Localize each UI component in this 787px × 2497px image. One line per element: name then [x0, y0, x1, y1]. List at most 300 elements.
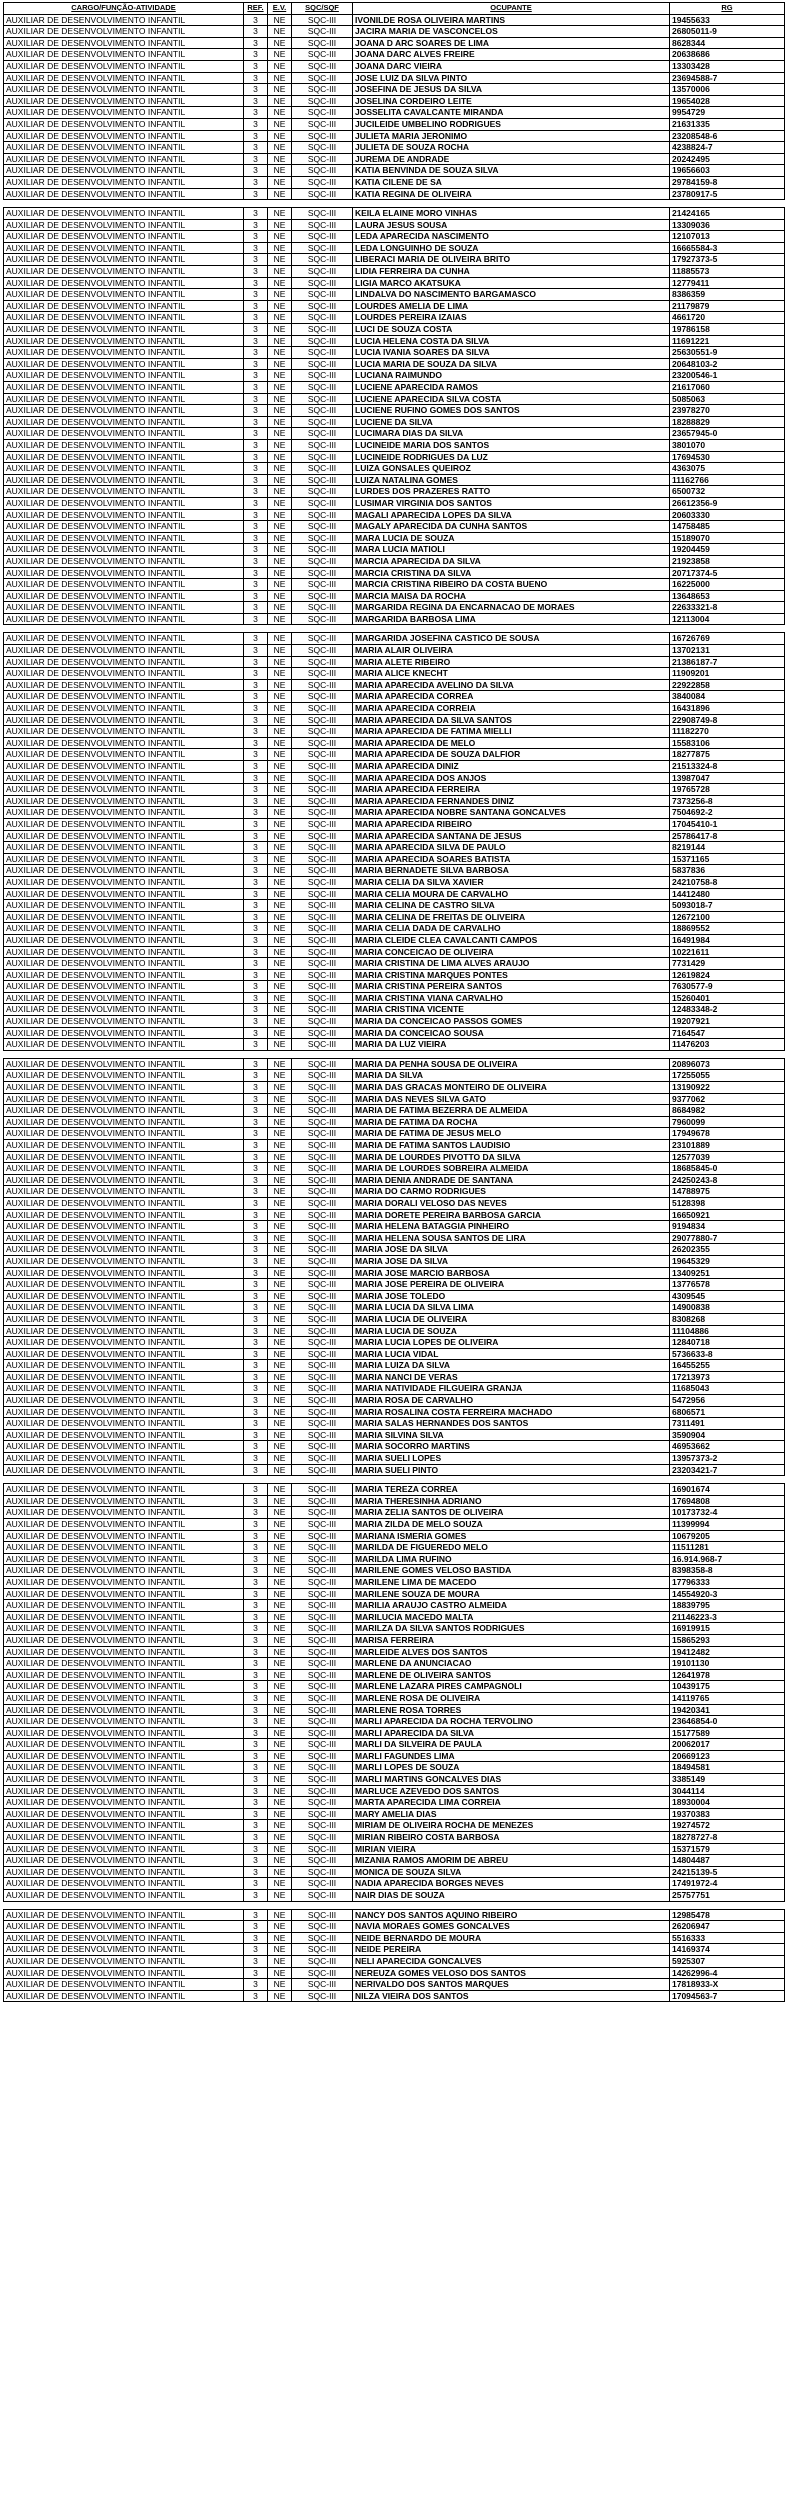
cargo-cell: AUXILIAR DE DESENVOLVIMENTO INFANTIL: [4, 656, 244, 668]
column-header-ev: E.V.: [268, 3, 292, 15]
ev-cell: NE: [268, 1658, 292, 1670]
table-row: [4, 1727, 785, 1739]
sqc-cell: SQC-III: [292, 911, 353, 923]
sqc-cell: SQC-III: [292, 142, 353, 154]
sqc-cell: SQC-III: [292, 1004, 353, 1016]
ref-cell: 3: [244, 1785, 268, 1797]
rg-cell: 20669123: [670, 1750, 785, 1762]
rg-cell: 19654028: [670, 95, 785, 107]
sqc-cell: SQC-III: [292, 784, 353, 796]
block-separator-cell: [4, 1901, 785, 1909]
sqc-cell: SQC-III: [292, 1843, 353, 1855]
ref-cell: 3: [244, 544, 268, 556]
ev-cell: NE: [268, 911, 292, 923]
cargo-cell: AUXILIAR DE DESENVOLVIMENTO INFANTIL: [4, 1832, 244, 1844]
table-row: [4, 842, 785, 854]
ref-cell: 3: [244, 1990, 268, 2002]
table-row: [4, 1955, 785, 1967]
table-row: [4, 219, 785, 231]
rg-cell: 16665584-3: [670, 242, 785, 254]
sqc-cell: SQC-III: [292, 1244, 353, 1256]
ev-cell: NE: [268, 668, 292, 680]
sqc-cell: SQC-III: [292, 300, 353, 312]
ocupante-cell: MARIA APARECIDA SILVA DE PAULO: [353, 842, 670, 854]
cargo-cell: AUXILIAR DE DESENVOLVIMENTO INFANTIL: [4, 865, 244, 877]
sqc-cell: SQC-III: [292, 1163, 353, 1175]
ev-cell: NE: [268, 1495, 292, 1507]
rg-cell: 8628344: [670, 37, 785, 49]
ocupante-cell: MARIA APARECIDA CORREA: [353, 691, 670, 703]
rg-cell: 13987047: [670, 772, 785, 784]
ref-cell: 3: [244, 679, 268, 691]
sqc-cell: SQC-III: [292, 969, 353, 981]
ref-cell: 3: [244, 219, 268, 231]
ocupante-cell: NAIR DIAS DE SOUZA: [353, 1890, 670, 1902]
ev-cell: NE: [268, 946, 292, 958]
cargo-cell: AUXILIAR DE DESENVOLVIMENTO INFANTIL: [4, 1070, 244, 1082]
sqc-cell: SQC-III: [292, 1785, 353, 1797]
sqc-cell: SQC-III: [292, 795, 353, 807]
ev-cell: NE: [268, 1600, 292, 1612]
sqc-cell: SQC-III: [292, 1232, 353, 1244]
ocupante-cell: MARIA DE LOURDES PIVOTTO DA SILVA: [353, 1151, 670, 1163]
ev-cell: NE: [268, 416, 292, 428]
rg-cell: 23694588-7: [670, 72, 785, 84]
table-row: [4, 242, 785, 254]
ref-cell: 3: [244, 242, 268, 254]
sqc-cell: SQC-III: [292, 830, 353, 842]
ref-cell: 3: [244, 1325, 268, 1337]
rg-cell: 26206947: [670, 1921, 785, 1933]
cargo-cell: AUXILIAR DE DESENVOLVIMENTO INFANTIL: [4, 176, 244, 188]
cargo-cell: AUXILIAR DE DESENVOLVIMENTO INFANTIL: [4, 1750, 244, 1762]
sqc-cell: SQC-III: [292, 726, 353, 738]
ev-cell: NE: [268, 1878, 292, 1890]
ref-cell: 3: [244, 818, 268, 830]
cargo-cell: AUXILIAR DE DESENVOLVIMENTO INFANTIL: [4, 219, 244, 231]
ev-cell: NE: [268, 532, 292, 544]
ref-cell: 3: [244, 266, 268, 278]
ev-cell: NE: [268, 1739, 292, 1751]
table-row: [4, 165, 785, 177]
sqc-cell: SQC-III: [292, 1692, 353, 1704]
rg-cell: 3385149: [670, 1774, 785, 1786]
rg-cell: 17045410-1: [670, 818, 785, 830]
rg-cell: 26202355: [670, 1244, 785, 1256]
ev-cell: NE: [268, 1588, 292, 1600]
table-row: [4, 1576, 785, 1588]
rg-cell: 23657945-0: [670, 428, 785, 440]
cargo-cell: AUXILIAR DE DESENVOLVIMENTO INFANTIL: [4, 84, 244, 96]
ev-cell: NE: [268, 1058, 292, 1070]
cargo-cell: AUXILIAR DE DESENVOLVIMENTO INFANTIL: [4, 231, 244, 243]
ref-cell: 3: [244, 1820, 268, 1832]
ev-cell: NE: [268, 1553, 292, 1565]
table-row: [4, 1890, 785, 1902]
cargo-cell: AUXILIAR DE DESENVOLVIMENTO INFANTIL: [4, 1383, 244, 1395]
ev-cell: NE: [268, 1244, 292, 1256]
ev-cell: NE: [268, 923, 292, 935]
sqc-cell: SQC-III: [292, 1553, 353, 1565]
ev-cell: NE: [268, 497, 292, 509]
ref-cell: 3: [244, 1128, 268, 1140]
sqc-cell: SQC-III: [292, 451, 353, 463]
ocupante-cell: MARA LUCIA DE SOUZA: [353, 532, 670, 544]
ref-cell: 3: [244, 463, 268, 475]
sqc-cell: SQC-III: [292, 1704, 353, 1716]
personnel-listing: [3, 2, 784, 2002]
sqc-cell: SQC-III: [292, 602, 353, 614]
sqc-cell: SQC-III: [292, 1495, 353, 1507]
rg-cell: 19420341: [670, 1704, 785, 1716]
ev-cell: NE: [268, 853, 292, 865]
sqc-cell: SQC-III: [292, 656, 353, 668]
cargo-cell: AUXILIAR DE DESENVOLVIMENTO INFANTIL: [4, 1082, 244, 1094]
rg-cell: 6500732: [670, 486, 785, 498]
ev-cell: NE: [268, 219, 292, 231]
sqc-cell: SQC-III: [292, 1383, 353, 1395]
ocupante-cell: MARIA ROSALINA COSTA FERREIRA MACHADO: [353, 1406, 670, 1418]
ocupante-cell: LOURDES PEREIRA IZAIAS: [353, 312, 670, 324]
table-row: [4, 14, 785, 26]
ref-cell: 3: [244, 1797, 268, 1809]
sqc-cell: SQC-III: [292, 1944, 353, 1956]
rg-cell: 20062017: [670, 1739, 785, 1751]
ocupante-cell: MARIA ROSA DE CARVALHO: [353, 1395, 670, 1407]
rg-cell: 7373256-8: [670, 795, 785, 807]
ocupante-cell: MARIA SUELI LOPES: [353, 1453, 670, 1465]
ev-cell: NE: [268, 969, 292, 981]
cargo-cell: AUXILIAR DE DESENVOLVIMENTO INFANTIL: [4, 153, 244, 165]
sqc-cell: SQC-III: [292, 934, 353, 946]
ref-cell: 3: [244, 1704, 268, 1716]
cargo-cell: AUXILIAR DE DESENVOLVIMENTO INFANTIL: [4, 1004, 244, 1016]
cargo-cell: AUXILIAR DE DESENVOLVIMENTO INFANTIL: [4, 579, 244, 591]
table-row: [4, 1082, 785, 1094]
ref-cell: 3: [244, 49, 268, 61]
rg-cell: 16455255: [670, 1360, 785, 1372]
cargo-cell: AUXILIAR DE DESENVOLVIMENTO INFANTIL: [4, 1163, 244, 1175]
table-row: [4, 1325, 785, 1337]
sqc-cell: SQC-III: [292, 439, 353, 451]
rg-cell: 20896073: [670, 1058, 785, 1070]
table-row: [4, 1255, 785, 1267]
ev-cell: NE: [268, 142, 292, 154]
sqc-cell: SQC-III: [292, 266, 353, 278]
sqc-cell: SQC-III: [292, 26, 353, 38]
ev-cell: NE: [268, 1484, 292, 1496]
ocupante-cell: MARLI DA SILVEIRA DE PAULA: [353, 1739, 670, 1751]
rg-cell: 23203421-7: [670, 1464, 785, 1476]
sqc-cell: SQC-III: [292, 1395, 353, 1407]
sqc-cell: SQC-III: [292, 1750, 353, 1762]
sqc-cell: SQC-III: [292, 130, 353, 142]
rg-cell: 18930004: [670, 1797, 785, 1809]
table-row: [4, 1174, 785, 1186]
ev-cell: NE: [268, 1909, 292, 1921]
ocupante-cell: MARGARIDA JOSEFINA CASTICO DE SOUSA: [353, 633, 670, 645]
table-row: [4, 532, 785, 544]
table-row: [4, 405, 785, 417]
ev-cell: NE: [268, 1797, 292, 1809]
sqc-cell: SQC-III: [292, 1727, 353, 1739]
ref-cell: 3: [244, 992, 268, 1004]
ref-cell: 3: [244, 1944, 268, 1956]
ocupante-cell: LUCIENE RUFINO GOMES DOS SANTOS: [353, 405, 670, 417]
ev-cell: NE: [268, 1186, 292, 1198]
table-row: [4, 208, 785, 220]
ocupante-cell: MARIA DAS NEVES SILVA GATO: [353, 1093, 670, 1105]
cargo-cell: AUXILIAR DE DESENVOLVIMENTO INFANTIL: [4, 521, 244, 533]
rg-cell: 20648103-2: [670, 358, 785, 370]
table-row: [4, 1128, 785, 1140]
ev-cell: NE: [268, 613, 292, 625]
sqc-cell: SQC-III: [292, 1890, 353, 1902]
cargo-cell: AUXILIAR DE DESENVOLVIMENTO INFANTIL: [4, 555, 244, 567]
ev-cell: NE: [268, 1464, 292, 1476]
table-row: [4, 393, 785, 405]
ref-cell: 3: [244, 1151, 268, 1163]
ocupante-cell: MARIA ALAIR OLIVEIRA: [353, 645, 670, 657]
table-row: [4, 1739, 785, 1751]
rg-cell: 13570006: [670, 84, 785, 96]
cargo-cell: AUXILIAR DE DESENVOLVIMENTO INFANTIL: [4, 613, 244, 625]
table-row: [4, 1716, 785, 1728]
sqc-cell: SQC-III: [292, 1070, 353, 1082]
sqc-cell: SQC-III: [292, 405, 353, 417]
ev-cell: NE: [268, 1932, 292, 1944]
sqc-cell: SQC-III: [292, 714, 353, 726]
ref-cell: 3: [244, 946, 268, 958]
ev-cell: NE: [268, 242, 292, 254]
ref-cell: 3: [244, 633, 268, 645]
ocupante-cell: LUCIENE DA SILVA: [353, 416, 670, 428]
ocupante-cell: MARIA DE FATIMA SANTOS LAUDISIO: [353, 1140, 670, 1152]
cargo-cell: AUXILIAR DE DESENVOLVIMENTO INFANTIL: [4, 370, 244, 382]
ev-cell: NE: [268, 1395, 292, 1407]
cargo-cell: AUXILIAR DE DESENVOLVIMENTO INFANTIL: [4, 1495, 244, 1507]
sqc-cell: SQC-III: [292, 532, 353, 544]
ev-cell: NE: [268, 865, 292, 877]
cargo-cell: AUXILIAR DE DESENVOLVIMENTO INFANTIL: [4, 1337, 244, 1349]
table-row: [4, 1464, 785, 1476]
ocupante-cell: LUCIANA RAIMUNDO: [353, 370, 670, 382]
cargo-cell: AUXILIAR DE DESENVOLVIMENTO INFANTIL: [4, 1406, 244, 1418]
cargo-cell: AUXILIAR DE DESENVOLVIMENTO INFANTIL: [4, 1039, 244, 1051]
ocupante-cell: MARIA DE FATIMA BEZERRA DE ALMEIDA: [353, 1105, 670, 1117]
ocupante-cell: MARIA BERNADETE SILVA BARBOSA: [353, 865, 670, 877]
table-row: [4, 335, 785, 347]
sqc-cell: SQC-III: [292, 1832, 353, 1844]
cargo-cell: AUXILIAR DE DESENVOLVIMENTO INFANTIL: [4, 242, 244, 254]
ocupante-cell: JOSSELITA CAVALCANTE MIRANDA: [353, 107, 670, 119]
ocupante-cell: MARIA CRISTINA MARQUES PONTES: [353, 969, 670, 981]
rg-cell: 12779411: [670, 277, 785, 289]
sqc-cell: SQC-III: [292, 370, 353, 382]
cargo-cell: AUXILIAR DE DESENVOLVIMENTO INFANTIL: [4, 277, 244, 289]
ev-cell: NE: [268, 1990, 292, 2002]
ev-cell: NE: [268, 486, 292, 498]
ocupante-cell: NILZA VIEIRA DOS SANTOS: [353, 1990, 670, 2002]
ref-cell: 3: [244, 188, 268, 200]
rg-cell: 12113004: [670, 613, 785, 625]
ref-cell: 3: [244, 1909, 268, 1921]
ev-cell: NE: [268, 1955, 292, 1967]
ocupante-cell: MARIA APARECIDA FERNANDES DINIZ: [353, 795, 670, 807]
cargo-cell: AUXILIAR DE DESENVOLVIMENTO INFANTIL: [4, 463, 244, 475]
ocupante-cell: MARLENE ROSA DE OLIVEIRA: [353, 1692, 670, 1704]
table-row: [4, 1484, 785, 1496]
sqc-cell: SQC-III: [292, 463, 353, 475]
ev-cell: NE: [268, 958, 292, 970]
cargo-cell: AUXILIAR DE DESENVOLVIMENTO INFANTIL: [4, 300, 244, 312]
ocupante-cell: MARLUCE AZEVEDO DOS SANTOS: [353, 1785, 670, 1797]
ev-cell: NE: [268, 1727, 292, 1739]
ocupante-cell: MARILUCIA MACEDO MALTA: [353, 1611, 670, 1623]
ev-cell: NE: [268, 1039, 292, 1051]
rg-cell: 4661720: [670, 312, 785, 324]
ocupante-cell: MARIA TEREZA CORREA: [353, 1484, 670, 1496]
rg-cell: 16.914.968-7: [670, 1553, 785, 1565]
sqc-cell: SQC-III: [292, 1105, 353, 1117]
ocupante-cell: LUCIENE APARECIDA RAMOS: [353, 382, 670, 394]
table-row: [4, 1921, 785, 1933]
cargo-cell: AUXILIAR DE DESENVOLVIMENTO INFANTIL: [4, 1681, 244, 1693]
ev-cell: NE: [268, 95, 292, 107]
ref-cell: 3: [244, 567, 268, 579]
ev-cell: NE: [268, 1082, 292, 1094]
ev-cell: NE: [268, 509, 292, 521]
table-row: [4, 1495, 785, 1507]
rg-cell: 15583106: [670, 737, 785, 749]
ref-cell: 3: [244, 521, 268, 533]
table-row: [4, 509, 785, 521]
table-row: [4, 72, 785, 84]
ref-cell: 3: [244, 1553, 268, 1565]
ref-cell: 3: [244, 1955, 268, 1967]
ev-cell: NE: [268, 1750, 292, 1762]
cargo-cell: AUXILIAR DE DESENVOLVIMENTO INFANTIL: [4, 923, 244, 935]
sqc-cell: SQC-III: [292, 289, 353, 301]
sqc-cell: SQC-III: [292, 1820, 353, 1832]
ev-cell: NE: [268, 544, 292, 556]
sqc-cell: SQC-III: [292, 1174, 353, 1186]
rg-cell: 15371579: [670, 1843, 785, 1855]
table-row: [4, 1371, 785, 1383]
cargo-cell: AUXILIAR DE DESENVOLVIMENTO INFANTIL: [4, 1313, 244, 1325]
rg-cell: 25757751: [670, 1890, 785, 1902]
ocupante-cell: MARGARIDA BARBOSA LIMA: [353, 613, 670, 625]
sqc-cell: SQC-III: [292, 1855, 353, 1867]
table-row: [4, 37, 785, 49]
cargo-cell: AUXILIAR DE DESENVOLVIMENTO INFANTIL: [4, 1267, 244, 1279]
table-row: [4, 1267, 785, 1279]
ocupante-cell: MARIA CRISTINA DE LIMA ALVES ARAUJO: [353, 958, 670, 970]
ev-cell: NE: [268, 1255, 292, 1267]
sqc-cell: SQC-III: [292, 153, 353, 165]
ocupante-cell: MARCIA CRISTINA DA SILVA: [353, 567, 670, 579]
ocupante-cell: KATIA REGINA DE OLIVEIRA: [353, 188, 670, 200]
ref-cell: 3: [244, 1082, 268, 1094]
ocupante-cell: MARIA DA PENHA SOUSA DE OLIVEIRA: [353, 1058, 670, 1070]
ref-cell: 3: [244, 613, 268, 625]
ref-cell: 3: [244, 1727, 268, 1739]
rg-cell: 21386187-7: [670, 656, 785, 668]
table-row: [4, 1519, 785, 1531]
ocupante-cell: LUIZA GONSALES QUEIROZ: [353, 463, 670, 475]
sqc-cell: SQC-III: [292, 1058, 353, 1070]
cargo-cell: AUXILIAR DE DESENVOLVIMENTO INFANTIL: [4, 1128, 244, 1140]
rg-cell: 29784159-8: [670, 176, 785, 188]
sqc-cell: SQC-III: [292, 1453, 353, 1465]
table-row: [4, 1429, 785, 1441]
rg-cell: 4238824-7: [670, 142, 785, 154]
ev-cell: NE: [268, 1785, 292, 1797]
cargo-cell: AUXILIAR DE DESENVOLVIMENTO INFANTIL: [4, 876, 244, 888]
table-row: [4, 428, 785, 440]
ev-cell: NE: [268, 1611, 292, 1623]
ocupante-cell: MARILDA LIMA RUFINO: [353, 1553, 670, 1565]
sqc-cell: SQC-III: [292, 1348, 353, 1360]
rg-cell: 6806571: [670, 1406, 785, 1418]
ev-cell: NE: [268, 1843, 292, 1855]
rg-cell: 15865293: [670, 1634, 785, 1646]
cargo-cell: AUXILIAR DE DESENVOLVIMENTO INFANTIL: [4, 633, 244, 645]
ev-cell: NE: [268, 1371, 292, 1383]
cargo-cell: AUXILIAR DE DESENVOLVIMENTO INFANTIL: [4, 358, 244, 370]
ref-cell: 3: [244, 761, 268, 773]
rg-cell: 17491972-4: [670, 1878, 785, 1890]
table-row: [4, 474, 785, 486]
cargo-cell: AUXILIAR DE DESENVOLVIMENTO INFANTIL: [4, 900, 244, 912]
ref-cell: 3: [244, 1542, 268, 1554]
table-row: [4, 1163, 785, 1175]
ocupante-cell: LUCIENE APARECIDA SILVA COSTA: [353, 393, 670, 405]
ev-cell: NE: [268, 312, 292, 324]
table-row: [4, 1348, 785, 1360]
rg-cell: 8398358-8: [670, 1565, 785, 1577]
table-row: [4, 714, 785, 726]
ocupante-cell: MARIA APARECIDA DA SILVA SANTOS: [353, 714, 670, 726]
ref-cell: 3: [244, 1739, 268, 1751]
ocupante-cell: MARILDA DE FIGUEREDO MELO: [353, 1542, 670, 1554]
ev-cell: NE: [268, 818, 292, 830]
table-row: [4, 946, 785, 958]
ev-cell: NE: [268, 208, 292, 220]
table-row: [4, 49, 785, 61]
ref-cell: 3: [244, 876, 268, 888]
ocupante-cell: MARIA DA CONCEICAO PASSOS GOMES: [353, 1016, 670, 1028]
table-row: [4, 1395, 785, 1407]
ev-cell: NE: [268, 772, 292, 784]
ev-cell: NE: [268, 463, 292, 475]
ref-cell: 3: [244, 1750, 268, 1762]
table-row: [4, 153, 785, 165]
ocupante-cell: MARIA JOSE PEREIRA DE OLIVEIRA: [353, 1279, 670, 1291]
ocupante-cell: MARA LUCIA MATIOLI: [353, 544, 670, 556]
ocupante-cell: MARLEIDE ALVES DOS SANTOS: [353, 1646, 670, 1658]
sqc-cell: SQC-III: [292, 946, 353, 958]
ref-cell: 3: [244, 1495, 268, 1507]
sqc-cell: SQC-III: [292, 219, 353, 231]
ev-cell: NE: [268, 714, 292, 726]
ref-cell: 3: [244, 142, 268, 154]
rg-cell: 16650921: [670, 1209, 785, 1221]
ref-cell: 3: [244, 1313, 268, 1325]
ev-cell: NE: [268, 888, 292, 900]
rg-cell: 14169374: [670, 1944, 785, 1956]
sqc-cell: SQC-III: [292, 1267, 353, 1279]
